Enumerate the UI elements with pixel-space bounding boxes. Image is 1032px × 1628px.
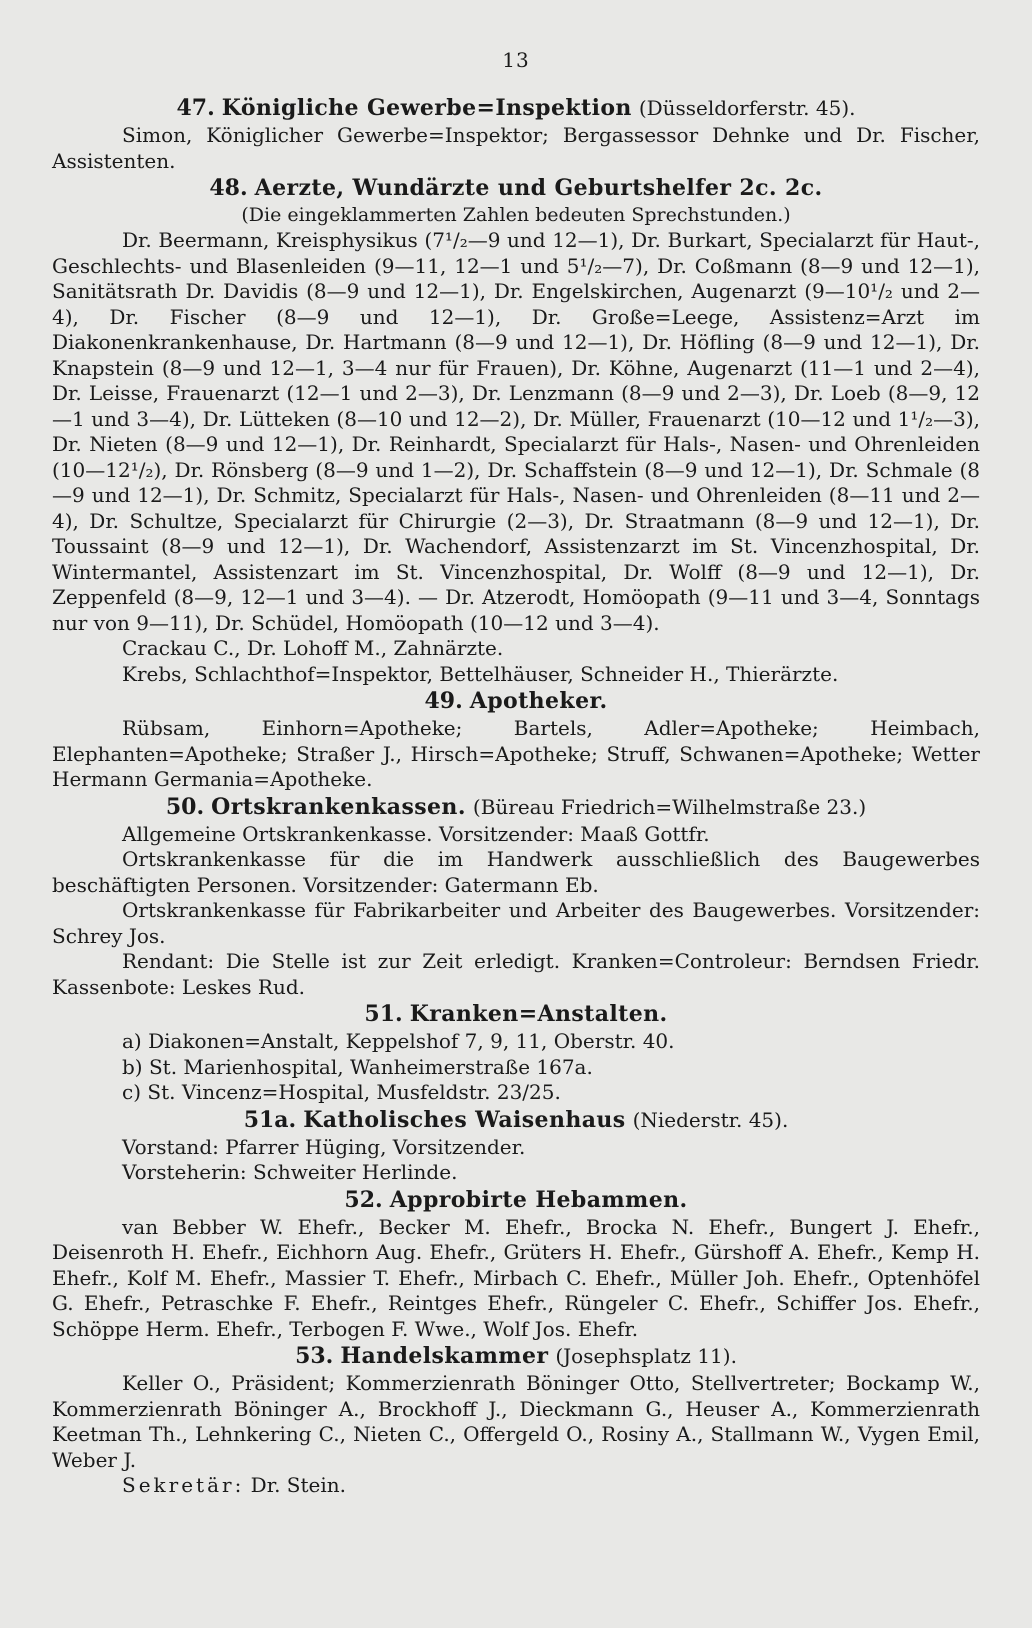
section-48 xyxy=(52,174,980,687)
section-note: (Düsseldorferstr. 45). xyxy=(638,96,856,120)
paragraph: Vorstand: Pfarrer Hüging, Vorsitzender. xyxy=(122,1134,526,1159)
paragraph: Krebs, Schlachthof=Inspektor, Bettelhäuser, Schneider H., Thierärzte. xyxy=(122,661,839,686)
list-item: c) St. Vincenz=Hospital, Musfeldstr. 23/25. xyxy=(122,1080,561,1104)
section-title: Approbirte Hebammen. xyxy=(389,1186,688,1213)
secretary-label: Sekretär: xyxy=(122,1473,245,1497)
page-number: 13 xyxy=(502,48,530,72)
secretary-name: Dr. Stein. xyxy=(250,1473,346,1497)
section-heading xyxy=(52,1106,980,1135)
section-number: 49. xyxy=(424,688,463,714)
section-heading xyxy=(52,793,980,822)
paragraph: Keller O., Präsident; Kommerzienrath Böninger Otto, Stellvertreter; Bockamp W., Kommerzienrath Böninger A., Brockhoff J., Dieckmann G., Heuser A., Kommerzienrath Keetman Th., Lehnkering C., Nieten C., Offergeld O., Rosiny A., Stallmann W., Vygen Emil, Weber J. xyxy=(52,1371,980,1472)
section-53 xyxy=(52,1342,980,1499)
paragraph: Rendant: Die Stelle ist zur Zeit erledigt. Kranken=Controleur: Berndsen Friedr. Kassenbote: Leskes Rud. xyxy=(52,949,980,999)
section-heading xyxy=(52,174,980,203)
section-51a xyxy=(52,1106,980,1186)
section-heading xyxy=(52,94,980,123)
section-49 xyxy=(52,687,980,793)
secretary-line xyxy=(52,1473,980,1499)
section-title: Ortskrankenkassen. xyxy=(211,793,466,820)
section-number: 50. xyxy=(165,793,205,820)
section-title: Kranken=Anstalten. xyxy=(409,1001,668,1027)
section-number: 53. xyxy=(295,1343,334,1369)
section-title: Apotheker. xyxy=(469,688,608,714)
section-heading xyxy=(52,687,980,716)
section-50 xyxy=(52,793,980,1001)
section-51 xyxy=(52,1000,980,1106)
section-heading xyxy=(52,1186,980,1215)
section-title: Katholisches Waisenhaus xyxy=(303,1106,626,1133)
paragraph: Allgemeine Ortskrankenkasse. Vorsitzender: Maaß Gottfr. xyxy=(122,821,710,846)
paragraph: Simon, Königlicher Gewerbe=Inspektor; Bergassessor Dehnke und Dr. Fischer, Assistenten. xyxy=(52,123,980,173)
section-subnote: (Die eingeklammerten Zahlen bedeuten Sprechstunden.) xyxy=(241,204,791,226)
list-item: b) St. Marienhospital, Wanheimerstraße 167a. xyxy=(122,1054,593,1079)
section-title: Aerzte, Wundärzte und Geburtshelfer 2c. 2c. xyxy=(254,175,823,201)
section-number: 51. xyxy=(364,1001,403,1027)
paragraph: Ortskrankenkasse für die im Handwerk ausschließlich des Baugewerbes beschäftigten Personen. Vorsitzender: Gatermann Eb. xyxy=(52,847,980,897)
section-note: (Niederstr. 45). xyxy=(632,1107,789,1132)
paragraph: Ortskrankenkasse für Fabrikarbeiter und Arbeiter des Baugewerbes. Vorsitzender: Schrey Jos. xyxy=(52,898,980,948)
paragraph: van Bebber W. Ehefr., Becker M. Ehefr., Brocka N. Ehefr., Bungert J. Ehefr., Deisenroth H. Ehefr., Eichhorn Aug. Ehefr., Grüters H. Ehefr., Gürshoff A. Ehefr., Kemp H. Ehefr., Kolf M. Ehefr., Massier T. Ehefr., Mirbach C. Ehefr., Müller Joh. Ehefr., Optenhöfel G. Ehefr., Petraschke F. Ehefr., Reintges Ehefr., Rüngeler C. Ehefr., Schiffer Jos. Ehefr., Schöppe Herm. Ehefr., Terbogen F. Wwe., Wolf Jos. Ehefr. xyxy=(52,1214,980,1341)
paragraph: Rübsam, Einhorn=Apotheke; Bartels, Adler=Apotheke; Heimbach, Elephanten=Apotheke; Straßer J., Hirsch=Apotheke; Struff, Schwanen=Apotheke; Wetter Hermann Germania=Apotheke. xyxy=(52,716,980,791)
section-heading xyxy=(52,1342,980,1371)
section-heading xyxy=(52,1000,980,1029)
paragraph: Dr. Beermann, Kreisphysikus (7¹/₂—9 und 12—1), Dr. Burkart, Specialarzt für Haut-, Geschlechts- und Blasenleiden (9—11, 12—1 und 5¹/₂—7), Dr. Coßmann (8—9 und 12—1), Sanitätsrath Dr. Davidis (8—9 und 12—1), Dr. Engelskirchen, Augenarzt (9—10¹/₂ und 2—4), Dr. Fischer (8—9 und 12—1), Dr. Große=Leege, Assistenz=Arzt im Diakonenkrankenhause, Dr. Hartmann (8—9 und 12—1), Dr. Höfling (8—9 und 12—1), Dr. Knapstein (8—9 und 12—1, 3—4 nur für Frauen), Dr. Köhne, Augenarzt (11—1 und 2—4), Dr. Leisse, Frauenarzt (12—1 und 2—3), Dr. Lenzmann (8—9 und 2—3), Dr. Loeb (8—9, 12—1 und 3—4), Dr. Lütteken (8—10 und 12—2), Dr. Müller, Frauenarzt (10—12 und 1¹/₂—3), Dr. Nieten (8—9 und 12—1), Dr. Reinhardt, Specialarzt für Hals-, Nasen- und Ohrenleiden (10—12¹/₂), Dr. Rönsberg (8—9 und 1—2), Dr. Schaffstein (8—9 und 12—1), Dr. Schmale (8—9 und 12—1), Dr. Schmitz, Specialarzt für Hals-, Nasen- und Ohrenleiden (8—11 und 2—4), Dr. Schultze, Specialarzt für Chirurgie (2—3), Dr. Straatmann (8—9 und 12—1), Dr. Toussaint (8—9 und 12—1), Dr. Wachendorf, Assistenzarzt im St. Vincenzhospital, Dr. Wintermantel, Assistenzart im St. Vincenzhospital, Dr. Wolff (8—9 und 12—1), Dr. Zeppenfeld (8—9, 12—1 und 3—4). — Dr. Atzerodt, Homöopath (9—11 und 3—4, Sonntags nur von 9—11), Dr. Schüdel, Homöopath (10—12 und 3—4). xyxy=(52,228,980,635)
paragraph: Crackau C., Dr. Lohoff M., Zahnärzte. xyxy=(122,636,504,660)
section-note: (Büreau Friedrich=Wilhelmstraße 23.) xyxy=(472,794,867,819)
paragraph: Vorsteherin: Schweiter Herlinde. xyxy=(122,1160,458,1184)
section-number: 47. xyxy=(176,95,215,121)
section-number: 48. xyxy=(209,175,248,201)
section-number: 51a. xyxy=(243,1106,297,1133)
section-47 xyxy=(52,94,980,174)
section-note: (Josephsplatz 11). xyxy=(555,1344,737,1368)
section-title: Königliche Gewerbe=Inspektion xyxy=(221,95,632,121)
list-item: a) Diakonen=Anstalt, Keppelshof 7, 9, 11, Oberstr. 40. xyxy=(122,1029,675,1053)
section-title: Handelskammer xyxy=(340,1343,549,1369)
section-52 xyxy=(52,1186,980,1343)
section-number: 52. xyxy=(344,1186,383,1213)
